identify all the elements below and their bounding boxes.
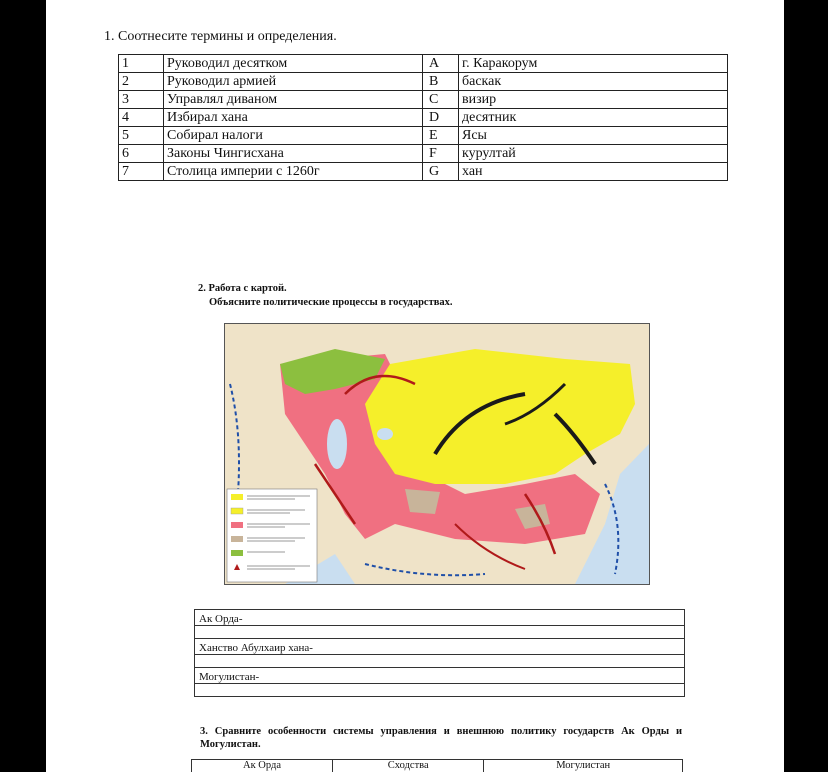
letter-cell: B: [423, 73, 459, 91]
worksheet-page: [46, 0, 784, 772]
terms-row: [119, 91, 728, 109]
letter-cell: F: [423, 145, 459, 163]
state-label: Могулистан-: [199, 671, 260, 683]
q3-text: 3. Сравните особенности системы управления и внешнюю политику государств Ак Орды и Могулистан.: [200, 726, 682, 750]
terms-row: [119, 55, 728, 73]
letter-cell: C: [423, 91, 459, 109]
terms-row: [119, 145, 728, 163]
answer-line: [195, 683, 684, 684]
terms-row: [119, 163, 728, 181]
definition-cell: г. Каракорум: [459, 55, 728, 73]
answer-line: [195, 625, 684, 626]
terms-table: [118, 54, 728, 181]
letter-cell: A: [423, 55, 459, 73]
state-answer-row: [195, 610, 684, 639]
row-number: 7: [119, 163, 164, 181]
state-label: Ак Орда-: [199, 613, 243, 625]
terms-row: [119, 127, 728, 145]
term-cell: Избирал хана: [164, 109, 423, 127]
states-answer-box: [194, 609, 685, 697]
row-number: 4: [119, 109, 164, 127]
row-number: 6: [119, 145, 164, 163]
letter-cell: G: [423, 163, 459, 181]
definition-cell: курултай: [459, 145, 728, 163]
terms-row: [119, 109, 728, 127]
letter-cell: E: [423, 127, 459, 145]
compare-header-similarities: Сходства: [333, 760, 484, 772]
row-number: 2: [119, 73, 164, 91]
q2-title: 2. Работа с картой.: [198, 283, 287, 294]
definition-cell: хан: [459, 163, 728, 181]
term-cell: Управлял диваном: [164, 91, 423, 109]
term-cell: Руководил десятком: [164, 55, 423, 73]
mongol-empire-map: [224, 323, 650, 585]
compare-header-ak-orda: Ак Орда: [192, 760, 333, 772]
term-cell: Столица империи с 1260г: [164, 163, 423, 181]
state-label: Ханство Абулхаир хана-: [199, 642, 313, 654]
letter-cell: D: [423, 109, 459, 127]
state-answer-row: [195, 668, 684, 696]
term-cell: Руководил армией: [164, 73, 423, 91]
definition-cell: визир: [459, 91, 728, 109]
row-number: 5: [119, 127, 164, 145]
term-cell: Законы Чингисхана: [164, 145, 423, 163]
definition-cell: баскак: [459, 73, 728, 91]
definition-cell: Ясы: [459, 127, 728, 145]
answer-line: [195, 654, 684, 655]
definition-cell: десятник: [459, 109, 728, 127]
terms-row: [119, 73, 728, 91]
term-cell: Собирал налоги: [164, 127, 423, 145]
row-number: 3: [119, 91, 164, 109]
compare-header-mogulistan: Могулистан: [484, 760, 683, 772]
row-number: 1: [119, 55, 164, 73]
comparison-table: [191, 759, 683, 772]
state-answer-row: [195, 639, 684, 668]
q1-title: 1. Соотнесите термины и определения.: [104, 29, 337, 44]
q2-subtitle: Объясните политические процессы в государствах.: [209, 297, 453, 308]
